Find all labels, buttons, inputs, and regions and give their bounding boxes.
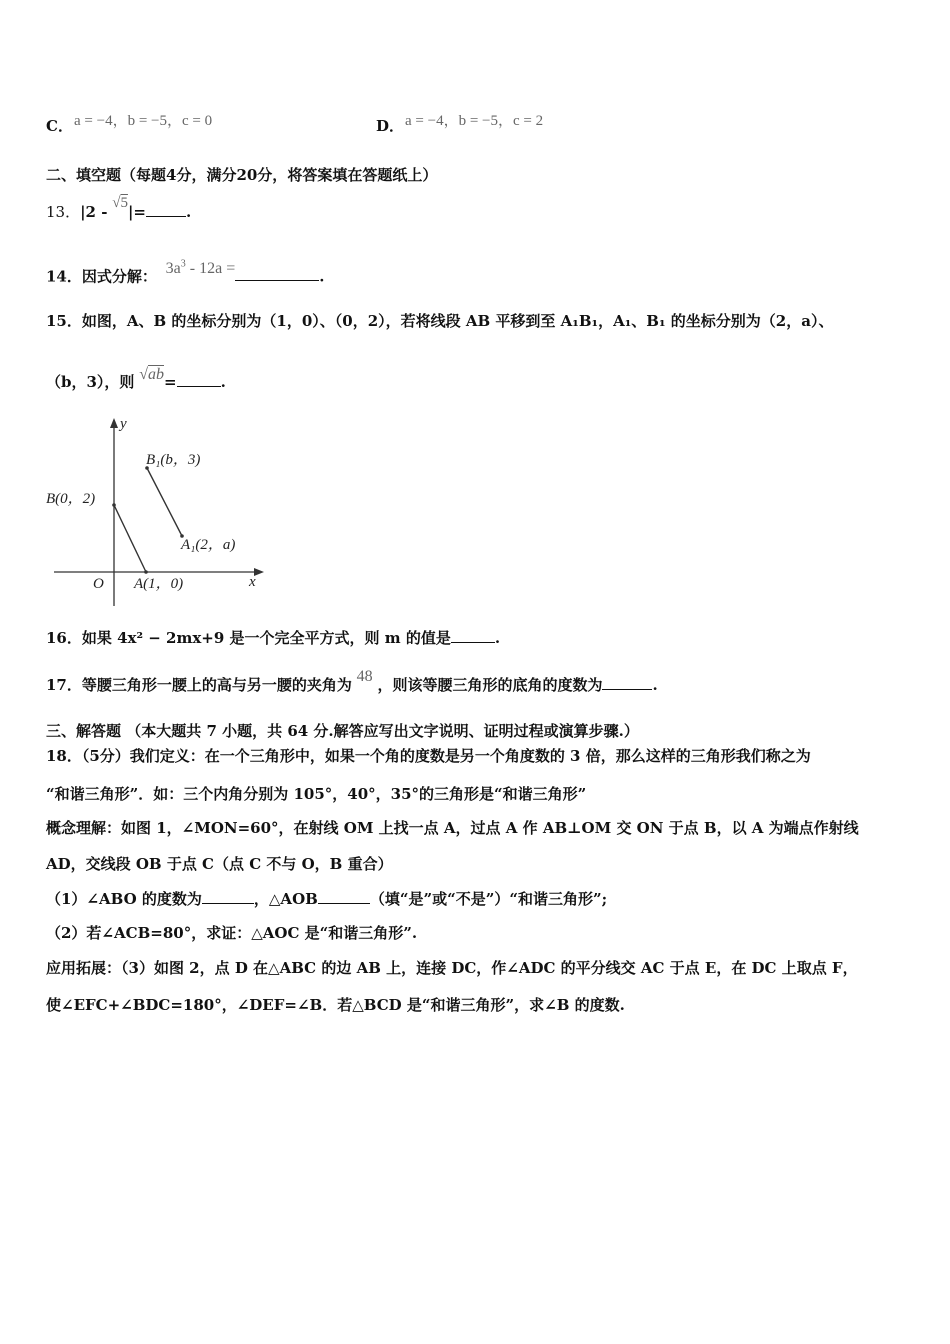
- question-18-line-8: 使∠EFC+∠BDC=180°，∠DEF=∠B．若△BCD 是“和谐三角形”，求∠B 的度数.: [46, 996, 625, 1014]
- question-18-line-2: “和谐三角形”．如：三个内角分别为 105°，40°，35°的三角形是“和谐三角形”: [46, 785, 587, 803]
- question-18-line-7: 应用拓展：（3）如图 2，点 D 在△ABC 的边 AB 上，连接 DC，作∠ADC 的平分线交 AC 于点 E，在 DC 上取点 F，: [46, 959, 858, 977]
- point-b-dot: [112, 503, 116, 507]
- section-3-title: 三、解答题 （本大题共 7 小题，共 64 分.解答应写出文字说明、证明过程或演算步骤.）: [46, 722, 639, 740]
- question-13-period: .: [185, 203, 192, 221]
- point-a-dot: [144, 570, 148, 574]
- option-c-expression: a = −4，b = −5，c = 0: [74, 113, 213, 129]
- question-18-blank-1[interactable]: [202, 889, 254, 904]
- y-axis-arrow-icon: [110, 418, 118, 428]
- question-16: [46, 628, 500, 648]
- question-14-expression: [166, 260, 236, 277]
- point-b-label: B(0，2): [46, 491, 96, 507]
- question-15-line-2: [46, 366, 226, 393]
- question-16-blank[interactable]: [451, 628, 495, 643]
- question-18-blank-2[interactable]: [318, 889, 370, 904]
- coordinate-figure: [40, 410, 280, 610]
- question-13-radicand: 5: [120, 195, 128, 211]
- expr-exponent: 3: [180, 259, 186, 270]
- point-a-label: A(1，0): [134, 576, 184, 592]
- section-2-title: 二、填空题（每题4分，满分20分，将答案填在答题纸上）: [46, 166, 438, 184]
- option-c-label: C．: [46, 117, 73, 135]
- question-14-text: 14．因式分解：: [46, 267, 157, 286]
- sqrt-symbol: √ab: [139, 366, 164, 383]
- question-18-line-4: AD，交线段 OB 于点 C（点 C 不与 O，B 重合）: [46, 855, 393, 873]
- question-14: [46, 259, 325, 287]
- question-13-number: 13．: [46, 203, 81, 221]
- question-15-blank[interactable]: [177, 372, 221, 387]
- question-17-period: .: [652, 676, 658, 694]
- question-16-text: 16．如果 4x² − 2mx+9 是一个完全平方式，则 m 的值是: [46, 629, 451, 647]
- question-18-line-1: 18．（5分）我们定义：在一个三角形中，如果一个角的度数是另一个角度数的 3 倍，那么这样的三角形我们称之为: [46, 747, 811, 765]
- question-14-period: .: [319, 267, 325, 286]
- segment-a1b1: [147, 468, 182, 536]
- expr-part-a: 3a: [165, 260, 181, 278]
- question-17: [46, 668, 658, 696]
- question-13-right: |=: [127, 203, 146, 221]
- question-18-line-6: （2）若∠ACB=80°，求证：△AOC 是“和谐三角形”.: [46, 924, 418, 942]
- question-17-angle: 48: [356, 668, 373, 685]
- expr-part-b: - 12a =: [185, 260, 236, 278]
- question-13: [46, 195, 192, 223]
- question-18-line-5: [46, 889, 607, 909]
- question-18-part-1c: （填“是”或“不是”）“和谐三角形”;: [369, 890, 608, 908]
- x-axis-label: x: [249, 574, 256, 590]
- question-17-text-a: 17．等腰三角形一腰上的高与另一腰的夹角为: [46, 676, 352, 694]
- segment-ab: [114, 505, 146, 572]
- question-18-line-3: 概念理解：如图 1，∠MON=60°，在射线 OM 上找一点 A，过点 A 作 AB⊥OM 交 ON 于点 B，以 A 为端点作射线: [46, 819, 859, 837]
- question-15-radicand: ab: [148, 366, 164, 383]
- question-15-equals: =: [164, 373, 177, 391]
- question-15-period: .: [220, 373, 226, 391]
- question-18-part-1b: ，△AOB: [253, 890, 318, 908]
- question-18-part-1a: （1）∠ABO 的度数为: [46, 890, 202, 908]
- question-17-text-b: ，则该等腰三角形的底角的度数为: [377, 676, 603, 694]
- question-17-blank[interactable]: [602, 675, 652, 690]
- question-15-text: （b，3），则: [46, 373, 135, 391]
- question-13-blank[interactable]: [146, 202, 186, 217]
- origin-label: O: [93, 576, 104, 592]
- point-a1-label: A₁(2，a): [181, 537, 236, 553]
- option-d-label: D．: [376, 117, 405, 135]
- point-b1-label: B₁(b，3): [146, 452, 201, 468]
- sqrt-symbol: √5: [112, 195, 128, 211]
- question-15-line-1: 15．如图，A、B 的坐标分别为（1，0）、（0，2），若将线段 AB 平移到至 A₁B₁，A₁、B₁ 的坐标分别为（2，a）、: [46, 312, 834, 330]
- question-14-blank[interactable]: [235, 266, 319, 281]
- question-13-left: |2 -: [80, 203, 108, 221]
- question-16-period: .: [494, 629, 501, 647]
- y-axis-label: y: [120, 416, 127, 432]
- option-d-expression: a = −4，b = −5，c = 2: [405, 113, 544, 129]
